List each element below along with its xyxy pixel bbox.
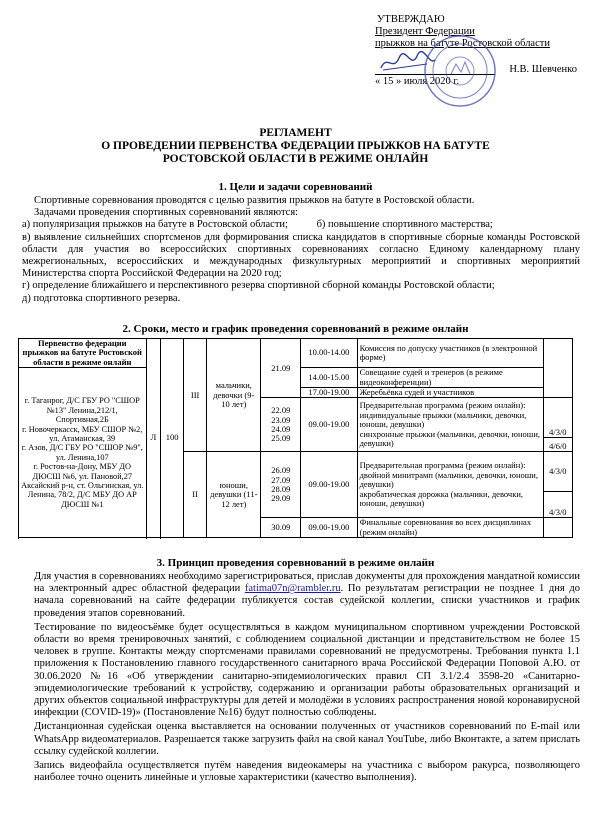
r3-code1-cell	[543, 452, 572, 492]
r3-dates: 26.09 27.09 28.09 29.09	[271, 465, 291, 504]
org-title: Первенство федерации прыжков на батуте Ростовской области в режиме онлайн	[22, 338, 142, 367]
section1-ab	[18, 219, 580, 231]
section3-p3: Дистанционная судейская оценка выставляется на основании полученных от участников соревнований по E-mail или WhatsApp видеоматериалов. Разрешается также загрузить файл на свой канал YouTube, либо Вконтакте, а затем прислать ссылку судейской коллегии.	[34, 721, 580, 757]
r1-code-cell	[543, 339, 572, 398]
r3-dates-cell	[261, 452, 301, 518]
r2-dates: 22.09 23.09 24.09 25.09	[271, 405, 291, 444]
group2: юноши, девушки (11-12 лет)	[210, 479, 258, 509]
federation-email-link[interactable]: fatima07n@rambler.ru	[244, 583, 341, 595]
r4-desc: Финальные соревнования во всех дисциплинах (режим онлайн)	[359, 517, 532, 537]
r1-desc3-cell	[357, 388, 543, 398]
r3-desc-cell	[357, 452, 543, 518]
r1-desc2: Совещание судей и тренеров (в режиме видеоконференции)	[359, 367, 503, 387]
section3-p1-after: . По результатам регистрации не позднее 1 дня до начала соревнований на сайте федерации публикуется состав судейской коллегии, списки участников и график проведения этапов соревнований.	[34, 583, 580, 619]
letter-cell	[146, 339, 161, 538]
r3-desc: Предварительная программа (режим онлайн): двойной минитрамп (мальчики, девочки, юноши, девушки) акробатическая дорожка (мальчики, девочки, юноши, девушки)	[359, 460, 538, 509]
r3-time: 09.00-19.00	[308, 479, 350, 490]
approval-signer: Н.В. Шевченко	[509, 64, 577, 75]
section1-b: б) повышение спортивного мастерства;	[316, 219, 493, 231]
r1-time1: 10.00-14.00	[308, 347, 350, 358]
r4-desc-cell	[357, 518, 543, 538]
r1-desc1-cell	[357, 339, 543, 368]
section1-v: в) выявление сильнейших спортсменов для формирования списка кандидатов в спортивные сборные команды Ростовской области для участия во всероссийских спортивных соревнованиях согласно Единому календарному плану межрегиональных, всероссийских и международных физкультурных мероприятий и спортивных мероприятий Министерства спорта Российской Федерации на 2020 год;	[22, 231, 580, 280]
r1-desc3: Жеребьёвка судей и участников	[359, 387, 475, 398]
r3-time-cell	[301, 452, 357, 518]
venues: г. Таганрог, Д/С ГБУ РО "СШОР №13" Ленина,212/1, Спортивная,2Б г. Новочеркасск, МБУ СШОР №2, ул. Атаманская, 39 г. Азов, Д/С ГБУ РО "СШОР №9", ул. Ленина,107 г. Ростов-на-Дону, МБУ ДО ДЮСШ №6, ул. Пановой,27 Аксайский р-н, ст. Ольгинская, ул. Ленина, 78/2, Д/С МБУ ДО АР ДЮСШ №1	[21, 396, 144, 509]
r1-time2: 14.00-15.00	[308, 371, 350, 382]
letter: Л	[150, 432, 157, 443]
org-title-cell	[19, 339, 147, 368]
number-cell	[161, 339, 184, 538]
title-line3: РОСТОВСКОЙ ОБЛАСТИ В РЕЖИМЕ ОНЛАЙН	[162, 153, 429, 165]
section1-body	[18, 195, 580, 305]
r1-time3-cell	[301, 388, 357, 398]
approval-heading: УТВЕРЖДАЮ	[377, 14, 445, 25]
group1: мальчики, девочки (9-10 лет)	[213, 380, 255, 409]
r2-code1-cell	[543, 398, 572, 438]
r1-date-cell	[261, 339, 301, 398]
r4-time-cell	[301, 518, 357, 538]
r1-time2-cell	[301, 368, 357, 388]
r3-code2-cell	[543, 492, 572, 518]
r4-code-cell	[543, 518, 572, 538]
r2-time: 09.00-19.00	[308, 419, 350, 430]
title-line2: О ПРОВЕДЕНИИ ПЕРВЕНСТВА ФЕДЕРАЦИИ ПРЫЖКОВ НА БАТУТЕ	[101, 140, 490, 152]
title-line1: РЕГЛАМЕНТ	[259, 127, 332, 139]
group1-cell	[207, 339, 261, 452]
section1-d: д) подготовка спортивного резерва.	[22, 292, 181, 304]
section1-a: а) популяризация прыжков на батуте в Ростовской области;	[22, 219, 288, 231]
r1-desc2-cell	[357, 368, 543, 388]
section3-p1-before: Для участия в соревнованиях необходимо зарегистрироваться, прислав документы для прохождения мандатной комиссии на электронный адрес областной федерации	[34, 571, 580, 595]
r1-time1-cell	[301, 339, 357, 368]
schedule-table	[18, 338, 573, 538]
section2-heading: 2. Сроки, место и график проведения соревнований в режиме онлайн	[122, 323, 469, 335]
r2-code2: 4/6/0	[549, 441, 567, 452]
r2-desc: Предварительная программа (режим онлайн): индивидуальные прыжки (мальчики, девочки, юноши, девушки) синхронные прыжки (мальчики, девочки, юноши, девушки)	[359, 400, 540, 449]
section1-p2: Задачами проведения спортивных соревнований являются:	[34, 207, 299, 219]
r2-code1: 4/3/0	[549, 427, 567, 438]
r4-date: 30.09	[271, 522, 291, 533]
section3-heading: 3. Принцип проведения соревнований в режиме онлайн	[156, 557, 435, 569]
group2-cell	[207, 452, 261, 538]
cat3-cell	[184, 339, 207, 452]
cat2: II	[192, 489, 198, 500]
r3-code1: 4/3/0	[549, 466, 567, 477]
cat2-cell	[184, 452, 207, 538]
r2-dates-cell	[261, 398, 301, 452]
r2-desc-cell	[357, 398, 543, 452]
r2-code2-cell	[543, 438, 572, 452]
section1-p1: Спортивные соревнования проводятся с целью развития прыжков на батуте в Ростовской области.	[34, 195, 475, 206]
seal-stamp-icon	[423, 34, 497, 108]
r4-date-cell	[261, 518, 301, 538]
cat3: III	[190, 389, 200, 400]
section3-body	[18, 571, 580, 784]
approval-line1: Президент Федерации	[375, 26, 475, 37]
section3-p4: Запись видеофайла осуществляется путём наведения видеокамеры на участника с выбором ракурса, позволяющего наиболее точно оценить линейные и угловые характеристики (качество выполнения).	[34, 760, 580, 784]
r1-time3: 17.00-19.00	[308, 387, 350, 398]
number: 100	[165, 432, 179, 443]
document-title	[0, 127, 591, 166]
r1-desc1: Комиссия по допуску участников (в электронной форме)	[359, 342, 538, 363]
section1-heading: 1. Цели и задачи соревнований	[218, 181, 373, 193]
section3-p1	[18, 571, 580, 620]
r3-code2: 4/3/0	[549, 507, 567, 518]
r2-time-cell	[301, 398, 357, 452]
r1-date: 21.09	[271, 362, 291, 373]
venues-cell	[19, 368, 147, 538]
r4-time: 09.00-19.00	[308, 522, 350, 533]
approval-line2: прыжков на батуте Ростовской области	[375, 38, 550, 49]
section3-p2: Тестирование по видеосъёмке будет осуществляться в каждом муниципальном спортивном учреждении Ростовской области во время тренировочных занятий, с соблюдением социальной дистанции и представительством не более 15 человек в группе. Контакты между спортсменами правилами соревнований не предусмотрены. Требования пункта 1.1 приложения к Постановлению главного государственного санитарного врача Российской Федерации Поповой А.Ю. от 30.06.2020 №16 «Об утверждении санитарно-эпидемиологических правил СП 3.1/2.4 3598-20 «Санитарно-эпидемиологические требований к устройству, содержанию и организации работы образовательных организаций и других объектов социальной инфраструктуры для детей и молодёжи в условиях распространения новой коронавирусной инфекции (COVID-19)» (Постановление №16) будут полностью соблюдены.	[34, 621, 580, 719]
approval-date: « 15 » июля 2020 г.	[375, 76, 460, 87]
section1-g: г) определение ближайшего и перспективного резерва спортивной сборной команды Ростовской области;	[22, 280, 495, 292]
